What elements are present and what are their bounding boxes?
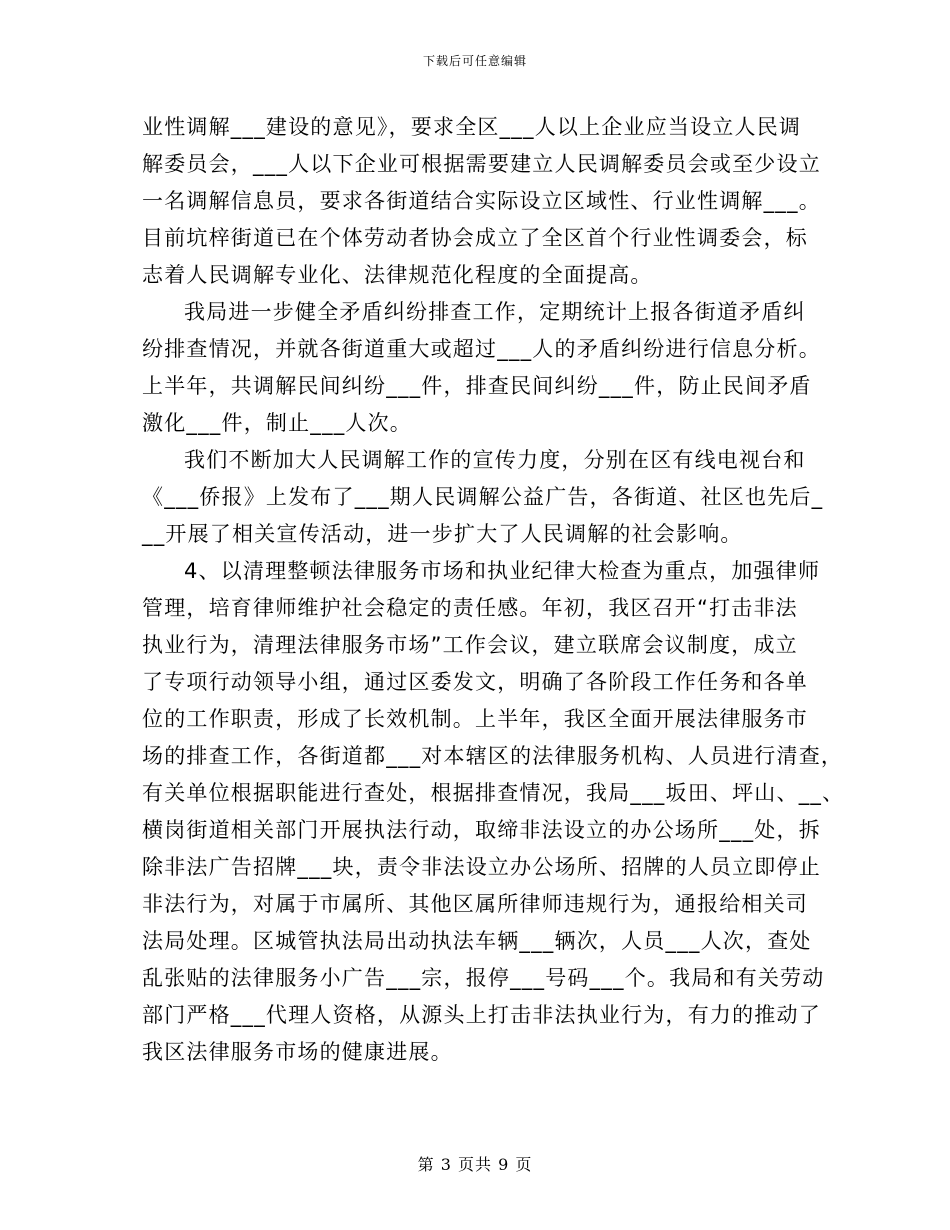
- body-line: 除非法广告招牌___块，责令非法设立办公场所、招牌的人员立即停止: [142, 855, 821, 879]
- page-header: 下载后可任意编辑: [422, 54, 527, 68]
- body-line: 有关单位根据职能进行查处，根据排查情况，我局___坂田、坪山、__、: [142, 781, 845, 805]
- body-line: 业性调解___建设的意见》，要求全区___人以上企业应当设立人民调: [142, 115, 802, 139]
- body-line: 管理，培育律师维护社会稳定的责任感。年初，我区召开“打击非法: [142, 596, 798, 620]
- body-line: 横岗街道相关部门开展执法行动，取缔非法设立的办公场所___处，拆: [142, 818, 821, 842]
- body-line: 部门严格___代理人资格，从源头上打击非法执业行为，有力的推动了: [142, 1003, 821, 1027]
- body-line: 《___侨报》上发布了___期人民调解公益广告，各街道、社区也先后_: [142, 485, 824, 509]
- body-line: __开展了相关宣传活动，进一步扩大了人民调解的社会影响。: [142, 522, 743, 546]
- body-line: 法局处理。区城管执法局出动执法车辆___辆次，人员___人次，查处: [142, 929, 812, 953]
- page-footer: 第 3 页共 9 页: [417, 1155, 533, 1174]
- body-line: 我们不断加大人民调解工作的宣传力度，分别在区有线电视台和: [184, 448, 806, 472]
- body-line: 了专项行动领导小组，通过区委发文，明确了各阶段工作任务和各单: [142, 670, 808, 694]
- body-line: 乱张贴的法律服务小广告___宗，报停___号码___个。我局和有关劳动: [142, 966, 825, 990]
- body-line: 4、以清理整顿法律服务市场和执业纪律大检查为重点，加强律师: [184, 559, 821, 583]
- body-line: 志着人民调解专业化、法律规范化程度的全面提高。: [142, 263, 653, 287]
- body-line: 一名调解信息员，要求各街道结合实际设立区域性、行业性调解___。: [142, 189, 821, 213]
- body-line: 我局进一步健全矛盾纠纷排查工作，定期统计上报各街道矛盾纠: [184, 300, 806, 324]
- body-line: 执业行为，清理法律服务市场”工作会议，建立联席会议制度，成立: [142, 633, 798, 657]
- body-line: 位的工作职责，形成了长效机制。上半年，我区全面开展法律服务市: [142, 707, 808, 731]
- body-line: 目前坑梓街道已在个体劳动者协会成立了全区首个行业性调委会，标: [142, 226, 808, 250]
- body-line: 场的排查工作，各街道都___对本辖区的法律服务机构、人员进行清查，: [142, 744, 844, 768]
- body-line: 非法行为，对属于市属所、其他区属所律师违规行为，通报给相关司: [142, 892, 808, 916]
- body-line: 纷排查情况，并就各街道重大或超过___人的矛盾纠纷进行信息分析。: [142, 337, 821, 361]
- body-line: 激化___件，制止___人次。: [142, 411, 412, 435]
- body-line: 上半年，共调解民间纠纷___件，排查民间纠纷___件，防止民间矛盾: [142, 374, 812, 398]
- body-line: 我区法律服务市场的健康进展。: [142, 1040, 453, 1064]
- body-line: 解委员会，___人以下企业可根据需要建立人民调解委员会或至少设立: [142, 152, 821, 176]
